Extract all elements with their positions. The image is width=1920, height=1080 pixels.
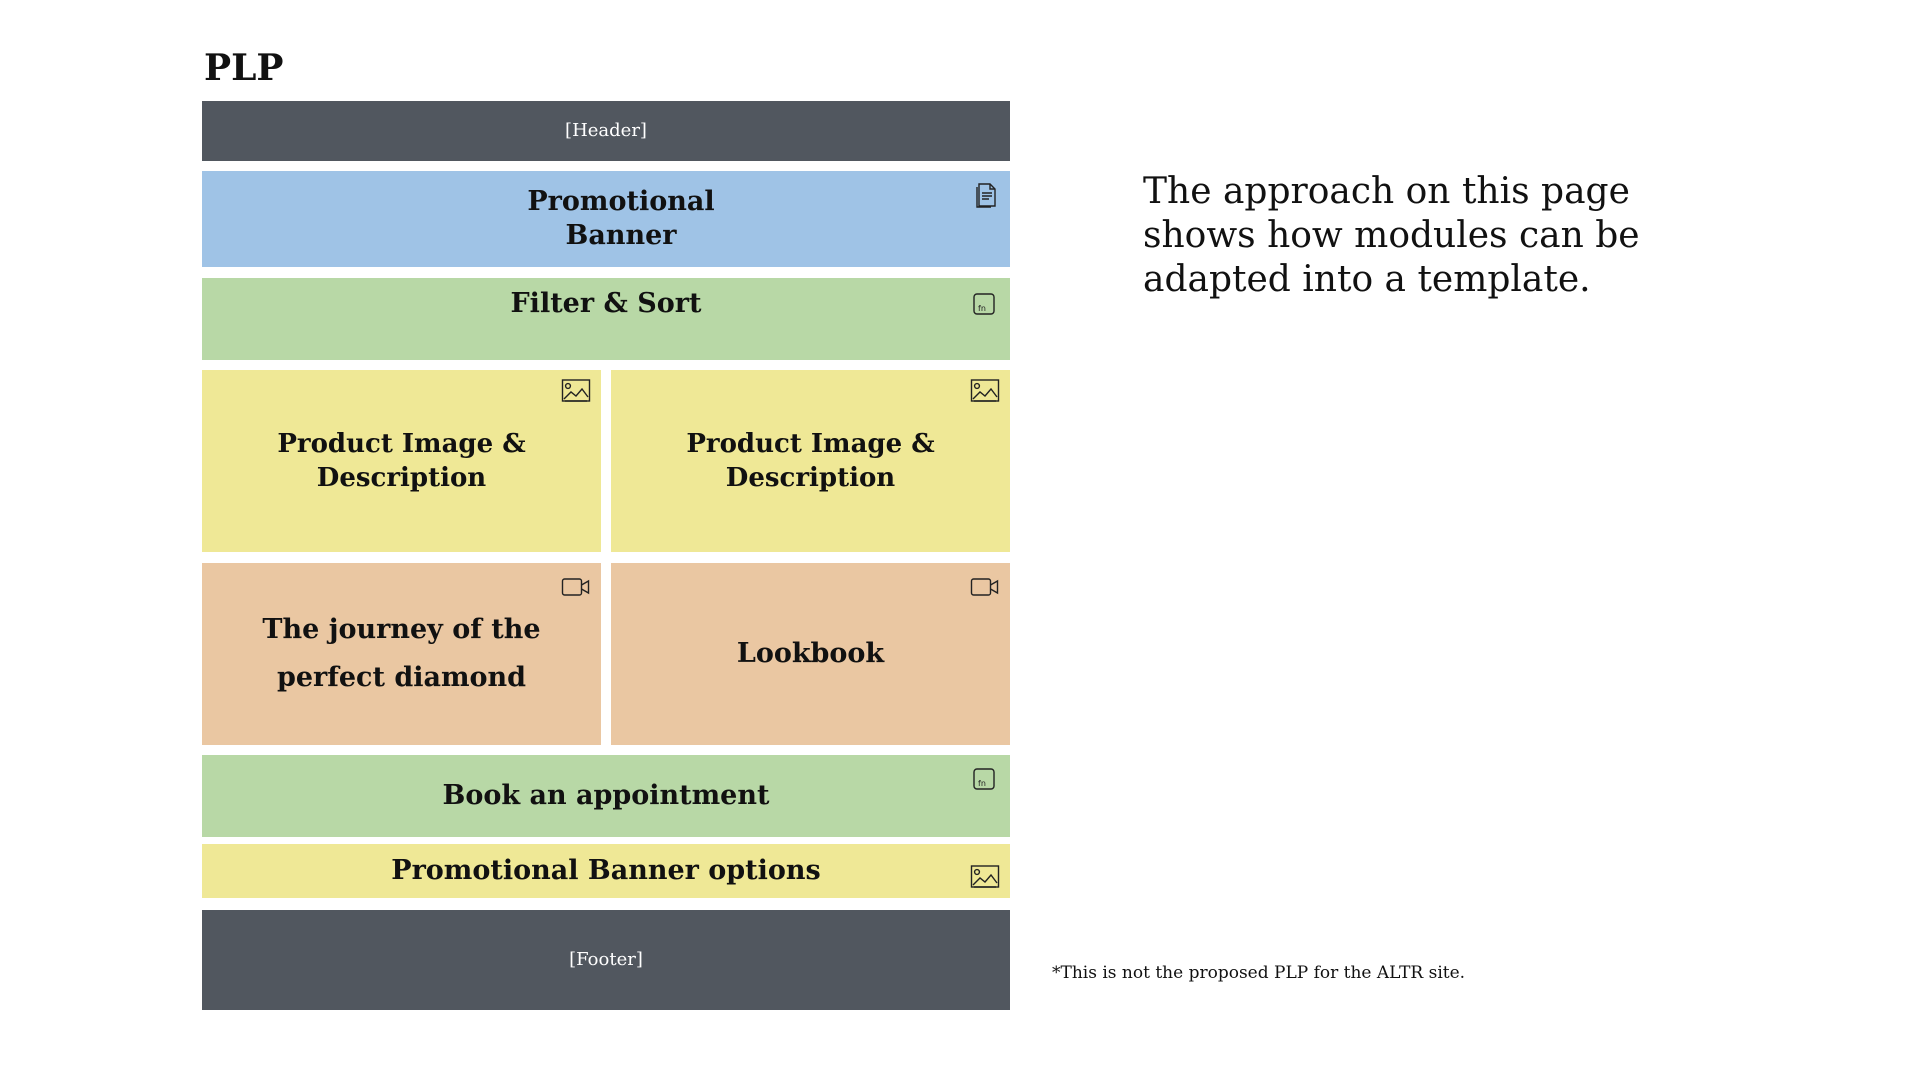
lookbook-label: Lookbook (736, 638, 885, 669)
promotional-banner-options-label: Promotional Banner options (391, 855, 821, 886)
product-label-1: Product Image & Description (277, 429, 526, 493)
filter-sort-module (202, 278, 1010, 360)
product-module-2 (611, 370, 1010, 552)
promotional-banner-label: Promotional Banner (527, 186, 715, 251)
journey-label: The journey of the perfect diamond (262, 614, 541, 693)
promotional-banner-options-module (202, 844, 1010, 898)
svg-text:fn: fn (978, 304, 986, 313)
product-module-1 (202, 370, 601, 552)
function-icon (972, 292, 996, 316)
header-label: [Header] (565, 120, 647, 141)
description-text: The approach on this page shows how modules can be adapted into a template. (1143, 171, 1640, 300)
book-appointment-module (202, 755, 1010, 837)
document-icon (974, 181, 998, 209)
image-icon (970, 864, 1000, 890)
function-icon (972, 767, 996, 791)
footer-module (202, 910, 1010, 1010)
promotional-banner-module (202, 171, 1010, 267)
footer-label: [Footer] (569, 949, 643, 970)
book-appointment-label: Book an appointment (442, 780, 770, 811)
journey-module (202, 563, 601, 745)
header-module (202, 101, 1010, 161)
video-icon (561, 577, 591, 597)
lookbook-module (611, 563, 1010, 745)
image-icon (970, 378, 1000, 404)
svg-text:fn: fn (978, 779, 986, 788)
product-label-2: Product Image & Description (686, 429, 935, 493)
image-icon (561, 378, 591, 404)
page-title: PLP (204, 47, 284, 89)
filter-sort-label: Filter & Sort (510, 288, 702, 319)
footnote-text: *This is not the proposed PLP for the ALTR site. (1052, 963, 1466, 983)
video-icon (970, 577, 1000, 597)
